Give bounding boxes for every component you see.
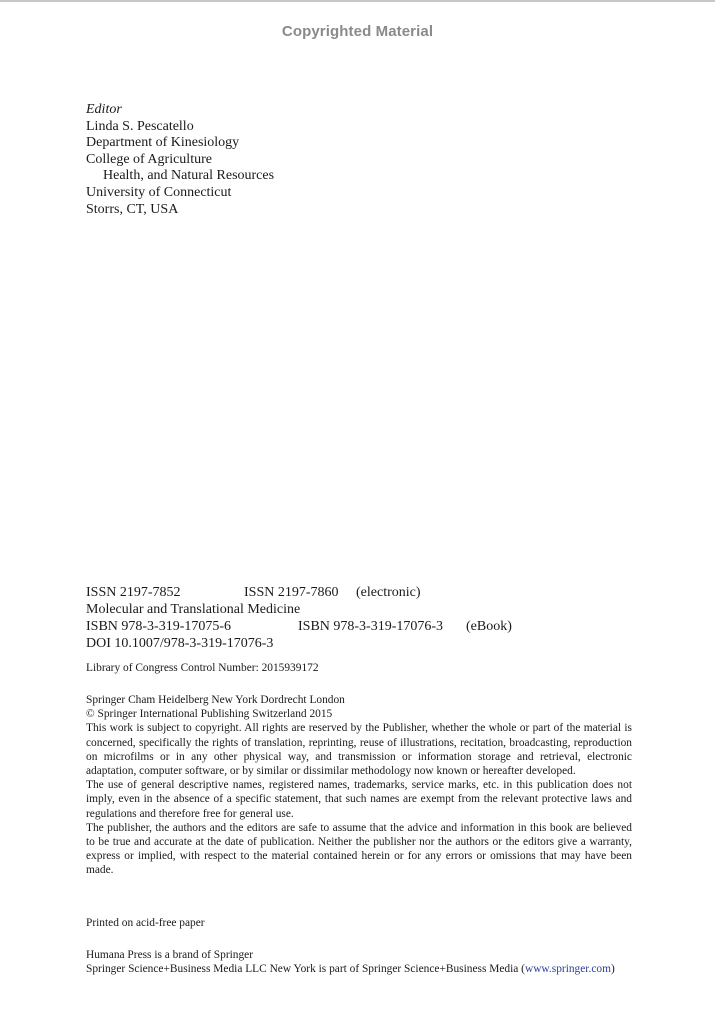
lccn: Library of Congress Control Number: 2015939172 [86,662,319,674]
brand-parent-close: ) [610,963,615,976]
isbn-print: ISBN 978-3-319-17075-6 [86,619,232,634]
brand-line: Humana Press is a brand of Springer [86,949,254,961]
editor-college: College of Agriculture [86,151,212,167]
editor-college-continued: Health, and Natural Resources [103,168,275,184]
publisher-rights-block [86,693,632,878]
issn-print: ISSN 2197-7852 [86,585,181,600]
acid-free-note: Printed on acid-free paper [86,917,205,929]
springer-link[interactable]: www.springer.com [524,963,611,976]
isbn-row [86,618,646,635]
disclaimer-paragraph: The publisher, the authors and the editors are safe to assume that the advice and information in this book are believed to be true and accurate at the date of publication. Neither the publisher nor the authors or the editors give a warranty, express or implied, with respect to the material contained herein or for any errors or omissions that may have been made. [86,821,632,877]
brand-block [86,948,632,976]
editor-name: Linda S. Pescatello [86,118,194,134]
names-paragraph: The use of general descriptive names, registered names, trademarks, service marks, etc. in this publication does not imply, even in the absence of a specific statement, that such names are exempt from the relevant protective laws and regulations and therefore free for general use. [86,779,632,820]
brand-parent-line [86,962,632,976]
editor-department: Department of Kinesiology [86,135,240,151]
series-title-row [86,601,646,618]
series-identifiers [86,584,646,652]
doi: DOI 10.1007/978-3-319-17076-3 [86,636,274,651]
editor-location: Storrs, CT, USA [86,201,179,217]
issn-electronic: ISSN 2197-7860 [244,585,339,600]
editor-university: University of Connecticut [86,184,232,200]
issn-electronic-note: (electronic) [356,585,421,600]
series-title: Molecular and Translational Medicine [86,602,301,617]
doi-row [86,635,646,652]
issn-row [86,584,646,601]
isbn-ebook-note: (eBook) [466,619,512,634]
editor-block [86,102,274,218]
publisher-locations: Springer Cham Heidelberg New York Dordrecht London [86,694,345,706]
publisher-copyright: © Springer International Publishing Switzerland 2015 [86,708,333,721]
copyright-banner: Copyrighted Material [281,23,434,40]
editor-role: Editor [86,102,122,117]
isbn-ebook: ISBN 978-3-319-17076-3 [298,619,444,634]
copyright-paragraph: This work is subject to copyright. All rights are reserved by the Publisher, whether the whole or part of the material is concerned, specifically the rights of translation, reprinting, reuse of illustrations, recitation, broadcasting, reproduction on microfilms or in any other physical way, and transmission or information storage and retrieval, electronic adaptation, computer software, or by similar or dissimilar methodology now known or hereafter developed. [86,722,632,778]
brand-parent-text: Springer Science+Business Media LLC New York is part of Springer Science+Business Media ( [86,963,525,976]
